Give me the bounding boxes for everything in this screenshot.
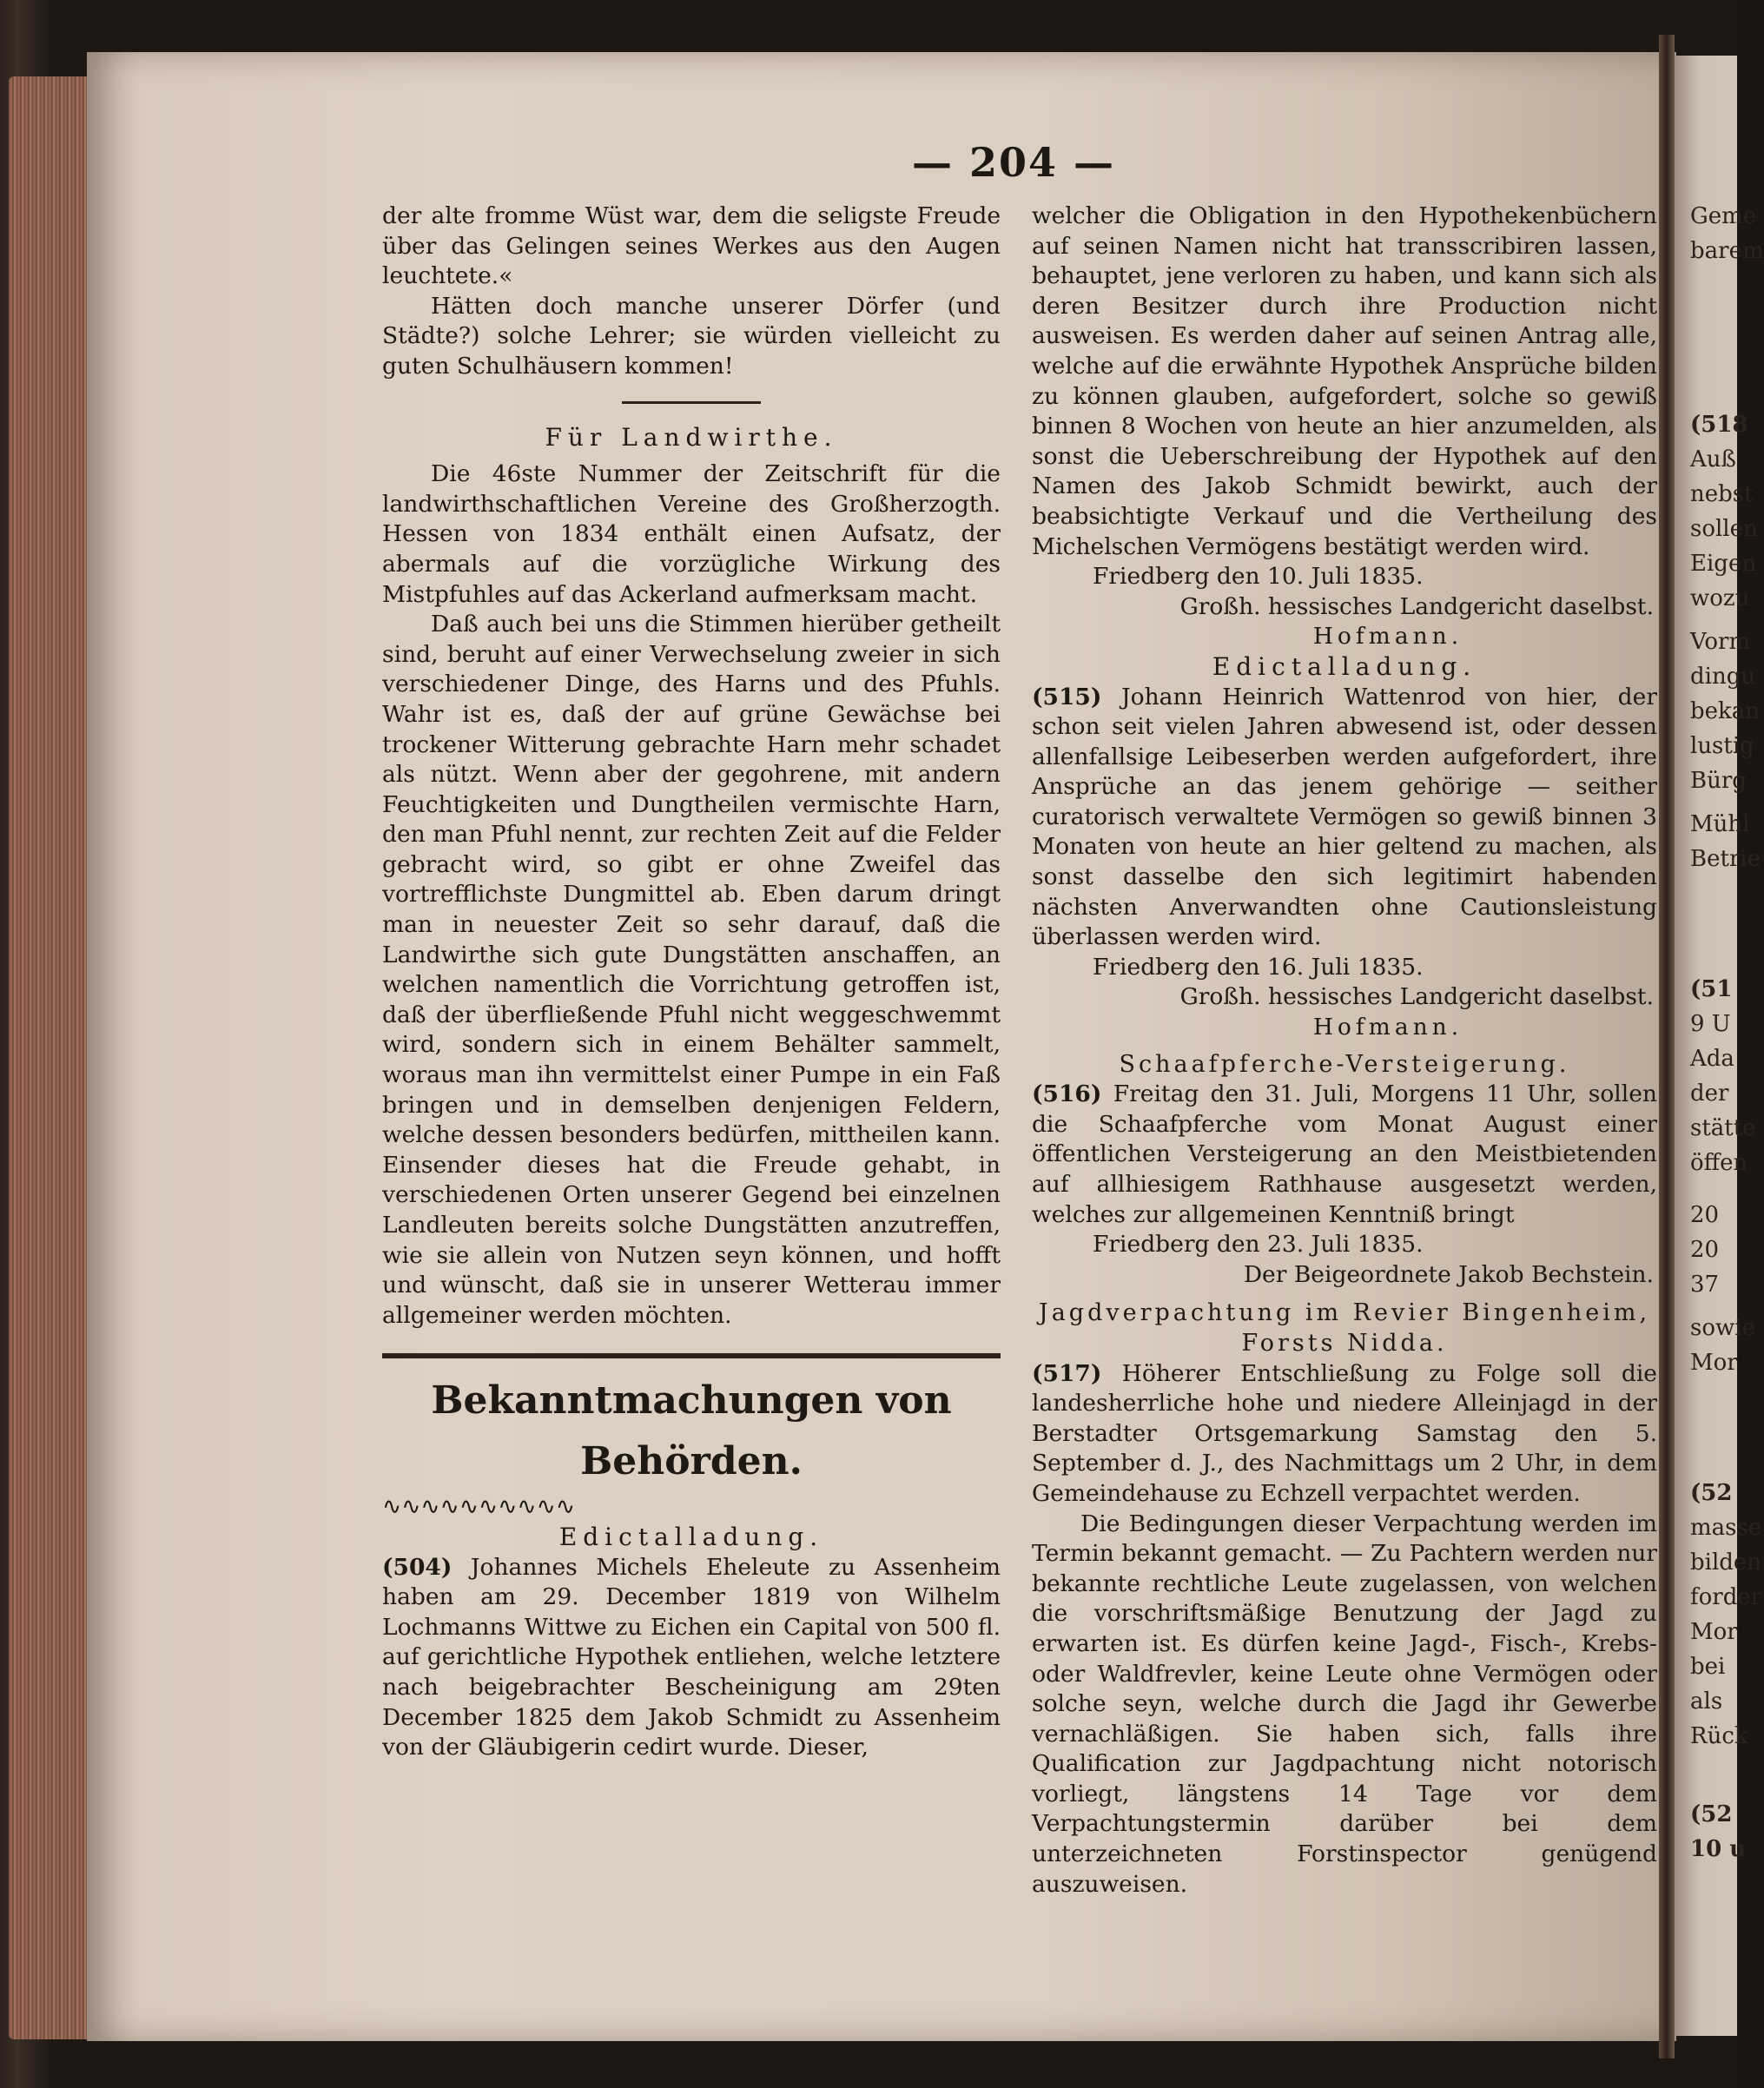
adjacent-page-fragment: bekan (1690, 698, 1761, 724)
notice-504-continuation: welcher die Obligation in den Hypothekenbüchern auf seinen Namen nicht hat transscribiren lassen, behauptet, jene verloren zu haben, und kann sich als deren Besitzer durch ihre Production nicht ausweisen. Es werden daher auf seinen Antrag alle, welche auf die erwähnte Hypothek Ansprüche bilden zu können glauben, aufgefordert, solche so gewiß binnen 8 Wochen von heute an hier anzumelden, als sonst die Ueberschreibung der Hypothek auf den Namen des Jakob Schmidt bewirkt, auch der beabsichtigte Verkauf und die Vertheilung des Michelschen Vermögens bestätigt werden wird. (1032, 202, 1657, 560)
adjacent-page-fragment: 9 U (1690, 1011, 1731, 1037)
wish-paragraph: Hätten doch manche unserer Dörfer (und Städte?) solche Lehrer; sie würden vielleicht zu guten Schulhäusern kommen! (382, 292, 1001, 380)
adjacent-page-fragment: als (1690, 1688, 1723, 1715)
signature: Hofmann. (1312, 1014, 1463, 1041)
adjacent-page-fragment: Mor (1690, 1619, 1738, 1645)
adjacent-page-strip (1675, 56, 1764, 2036)
wavy-ornament: ∿∿∿∿∿∿∿∿∿∿ (382, 1493, 576, 1521)
place-date: Friedberg den 10. Juli 1835. (1093, 563, 1424, 591)
notice-text: Johannes Michels Eheleute zu Assenheim haben am 29. December 1819 von Wilhelm Lochmanns Wittwe zu Eichen ein Capital von 500 fl. auf gerichtliche Hypothek entliehen, welche letztere nach beigebrachter Bescheinigung am 29ten December 1825 dem Jakob Schmidt zu Assenheim von der Gläubigerin cedirt wurde. Dieser, (382, 1553, 1001, 1761)
adjacent-page-fragment: 10 u (1690, 1836, 1747, 1862)
section-heading-landwirthe: Für Landwirthe. (545, 422, 838, 452)
adjacent-page-fragment: Ada (1690, 1046, 1734, 1072)
adjacent-page-fragment: sowie (1690, 1315, 1755, 1341)
place-date: Friedberg den 23. Juli 1835. (1093, 1231, 1424, 1259)
section-heading-behoerden: Bekanntmachungen von Behörden. (431, 1378, 952, 1484)
notice-517 (1032, 1359, 1657, 1510)
page-edges-stack (9, 76, 96, 2039)
adjacent-page-fragment: lustig (1690, 733, 1754, 759)
adjacent-page-fragment: Eigen (1690, 551, 1757, 577)
adjacent-page-fragment: stätte (1690, 1115, 1756, 1141)
notice-504 (382, 1553, 1001, 1763)
notice-number: (515) (1032, 683, 1102, 710)
adjacent-page-fragment: forder (1690, 1584, 1762, 1610)
adjacent-page-fragment: (51 (1690, 976, 1733, 1002)
notice-number: (504) (382, 1553, 453, 1581)
article-paragraph-1: Die 46ste Nummer der Zeitschrift für die landwirthschaftlichen Vereine des Großherzogth. Hessen von 1834 enthält einen Aufsatz, der abermals auf die vorzügliche Wirkung des Mistpfuhles auf das Ackerland aufmerksam macht. (382, 460, 1001, 608)
adjacent-page-fragment: bei (1690, 1654, 1726, 1680)
adjacent-page-fragment: (518 (1690, 412, 1748, 438)
notice-text: Freitag den 31. Juli, Morgens 11 Uhr, sollen die Schaafpferche vom Monat August einer öffentlichen Versteigerung an den Meistbietenden auf allhiesigem Rathhause ausgesetzt werden, welches zur allgemeinen Kenntniß bringt (1032, 1080, 1657, 1228)
adjacent-page-fragment: bilden (1690, 1549, 1762, 1576)
heading-schaafpferche: Schaafpferche-Versteigerung. (1119, 1050, 1570, 1078)
edict-heading: Edictalladung. (558, 1522, 824, 1551)
adjacent-page-fragment: Betrie (1690, 846, 1761, 872)
intro-paragraph: der alte fromme Wüst war, dem die seligste Freude über das Gelingen seines Werkes aus den Augen leuchtete.« (382, 202, 1001, 290)
notice-516 (1032, 1080, 1657, 1230)
notice-517-continuation: Die Bedingungen dieser Verpachtung werden im Termin bekannt gemacht. — Zu Pachtern werden nur bekannte rechtliche Leute zugelassen, von welchen die vorschriftsmäßige Benutzung der Jagd zu erwarten ist. Es dürfen keine Jagd-, Fisch-, Krebs- oder Waldfrevler, keine Leute ohne Vermögen oder solche seyn, welche durch die Jagd ihr Gewerbe vernachläßigen. Sie haben sich, falls ihre Qualification zur Jagdpachtung nicht notorisch vorliegt, längstens 14 Tage vor dem Verpachtungstermin darüber bei dem unterzeichneten Forstinspector genügend auszuweisen. (1032, 1510, 1657, 1898)
notice-text: Höherer Entschließung zu Folge soll die landesherrliche hohe und niedere Alleinjagd in der Berstadter Ortsgemarkung Samstag den 5. September d. J., des Nachmittags um 2 Uhr, in dem Gemeindehause zu Echzell verpachtet werden. (1032, 1359, 1657, 1507)
article-paragraph-2: Daß auch bei uns die Stimmen hierüber getheilt sind, beruht auf einer Verwechselung zweier in sich verschiedener Dinge, des Harns und des Pfuhls. Wahr ist es, daß der auf grüne Gewächse bei trockener Witterung gebrachte Harn mehr schadet als nützt. Wenn aber der gegohrene, mit andern Feuchtigkeiten und Dungtheilen vermischte Harn, den man Pfuhl nennt, zur rechten Zeit auf die Felder gebracht wird, so gibt er ohne Zweifel das vortrefflichste Dungmittel ab. Eben darum dringt man in neuester Zeit so sehr darauf, daß die Landwirthe sich gute Dungstätten anschaffen, an welchen namentlich die Vorrichtung getroffen ist, daß der überfließende Pfuhl nicht weggeschwemmt wird, sondern sich in einem Behälter sammelt, woraus man ihn vermittelst einer Pumpe in ein Faß bringen und in demselben denjenigen Feldern, welche dessen besonders bedürfen, mittheilen kann. Einsender dieses hat die Freude gehabt, in verschiedenen Orten unserer Gegend bei einzelnen Landleuten bereits solche Dungstätten anzutreffen, wie sie allein von Nutzen seyn können, und hofft und wünscht, daß sie in unserer Wetterau immer allgemeiner werden möchten. (382, 611, 1001, 1329)
adjacent-page-fragment: Mühl (1690, 811, 1750, 837)
edict-heading: Edictalladung. (1212, 651, 1477, 681)
page-number: — 204 — (912, 139, 1116, 186)
left-column (382, 202, 1001, 1763)
adjacent-page-fragment: masse (1690, 1515, 1762, 1541)
right-column (1032, 202, 1657, 1900)
court-office: Großh. hessisches Landgericht daselbst. (1179, 983, 1654, 1011)
adjacent-page-fragment: sollen (1690, 516, 1758, 542)
heading-jagdverpachtung: Jagdverpachtung im Revier Bingenheim, Forsts Nidda. (1038, 1299, 1651, 1357)
notice-text: Johann Heinrich Wattenrod von hier, der schon seit vielen Jahren abwesend ist, oder dessen allenfallsige Leibeserben werden aufgefordert, ihre Ansprüche an das jenem gehörige — seither curatorisch verwaltete Vermögen so gewiß binnen 3 Monaten von heute an hier geltend zu machen, als sonst dasselbe den sich legitimirt habenden nächsten Anverwandten ohne Cautionsleistung überlassen werden wird. (1032, 683, 1657, 951)
place-date: Friedberg den 16. Juli 1835. (1093, 953, 1424, 981)
adjacent-page-fragment: 20 (1690, 1202, 1720, 1228)
adjacent-page-fragment: Mor (1690, 1350, 1738, 1376)
adjacent-page-fragment: dingu (1690, 664, 1756, 690)
adjacent-page-fragment: 20 (1690, 1237, 1720, 1263)
court-office: Großh. hessisches Landgericht daselbst. (1179, 592, 1654, 620)
adjacent-page-fragment: nebst (1690, 481, 1754, 507)
adjacent-page-fragment: Auß (1690, 446, 1736, 472)
double-rule-divider (382, 1353, 1001, 1358)
notice-number: (516) (1032, 1080, 1102, 1108)
adjacent-page-fragment: Rück (1690, 1723, 1748, 1749)
adjacent-page-fragment: wozu (1690, 585, 1750, 611)
adjacent-page-fragment: Geme (1690, 203, 1757, 229)
adjacent-page-fragment: Vorm (1690, 629, 1751, 655)
adjacent-page-fragment: barem (1690, 238, 1764, 264)
adjacent-page-fragment: 37 (1690, 1272, 1720, 1298)
notice-number: (517) (1032, 1359, 1102, 1387)
adjacent-page-fragment: öffen (1690, 1150, 1748, 1176)
signature: Hofmann. (1312, 623, 1463, 651)
adjacent-page-fragment: (52 (1690, 1480, 1733, 1506)
section-divider (622, 401, 761, 404)
adjacent-page-fragment: Bürg (1690, 768, 1747, 794)
signature: Der Beigeordnete Jakob Bechstein. (1243, 1260, 1654, 1288)
book-gutter (1659, 35, 1675, 2058)
notice-515 (1032, 683, 1657, 953)
adjacent-page-fragment: der (1690, 1080, 1729, 1107)
adjacent-page-fragment: (52 (1690, 1801, 1733, 1827)
